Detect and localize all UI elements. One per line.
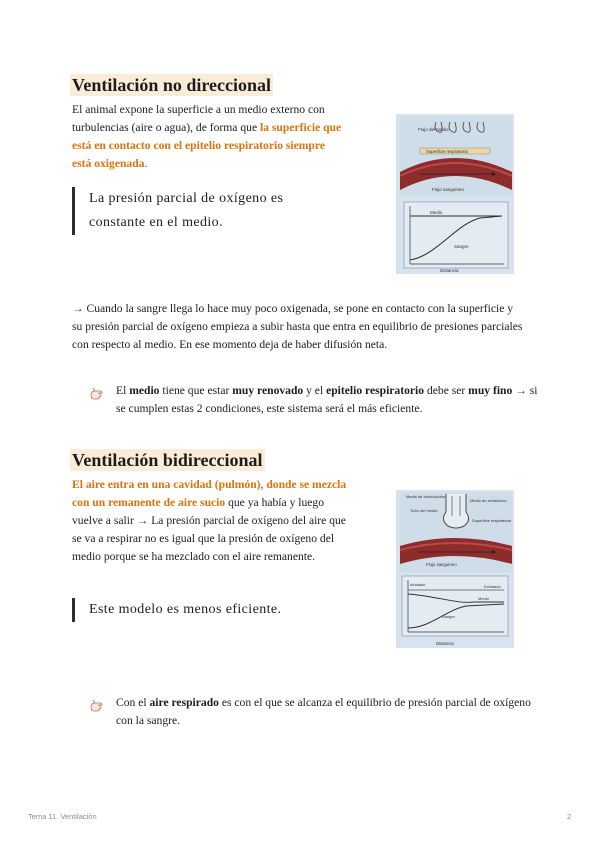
label-flujo-sanguineo: Flujo sanguíneo [426, 562, 457, 567]
label-inhalado: Inhalado [410, 582, 426, 587]
footer-title: Tema 11. Ventilación [28, 812, 97, 821]
quote-block-2: Este modelo es menos eficiente. [72, 598, 339, 622]
page-number: 2 [567, 812, 572, 821]
label-medio: Medio [430, 210, 443, 215]
label-exhalado: Exhalado [484, 584, 501, 589]
label-superficie: Superficie respiratoria [426, 149, 468, 154]
pointing-hand-icon [88, 385, 106, 403]
intro-paragraph: El animal expone la superficie a un medio externo con turbulencias (aire o agua), de forma que la superficie que está en contacto con el epitelio respiratorio siempre está oxigenada. [72, 103, 342, 170]
quote-block: La presión parcial de oxígeno es constante en el medio. [72, 187, 339, 235]
callout-box-2: Con el aire respirado es con el que se alcanza el equilibrio de presión parcial de oxígeno con la sangre. [88, 694, 548, 730]
label-sangre: Sangre [454, 244, 469, 249]
label-flujo-sangre: Flujo sanguíneo [432, 187, 465, 192]
figure-bidireccional [396, 490, 514, 648]
figure-no-direccional [396, 114, 514, 274]
section-heading-bidireccional: Ventilación bidireccional [72, 450, 263, 470]
callout-box: El medio tiene que estar muy renovado y el epitelio respiratorio debe ser muy fino → si se cumplen estas 2 condiciones, este sistema será el más eficiente. [88, 382, 548, 418]
label-tubo-medio: Tubo del medio [410, 508, 438, 513]
label-distancia-2: Distancia [436, 641, 454, 646]
label-medio-exhalacion: Medio de exhalación [470, 498, 507, 503]
label-superficie-2: Superficie respiratoria [472, 518, 511, 523]
label-flujo-medio: Flujo del medio [418, 127, 449, 132]
lung-cavity-icon [443, 494, 468, 528]
highlight-text: la superficie que está en contacto con el epitelio respiratorio siempre está oxigenada [72, 121, 342, 170]
label-medio-introduccion: Medio de introducción [406, 494, 446, 499]
highlight-text-2: El aire entra en una cavidad (pulmón), donde se mezcla con un remanente de aire sucio [72, 478, 347, 509]
label-medio-2: Medio [478, 596, 489, 601]
section-heading-no-direccional: Ventilación no direccional [72, 75, 272, 95]
pointing-hand-icon [88, 697, 106, 715]
label-distancia: Distancia [440, 268, 459, 273]
label-sangre-2: Sangre [442, 614, 455, 619]
explanation-paragraph: → Cuando la sangre llega lo hace muy poco oxigenada, se pone en contacto con la superficie y su presión parcial de oxígeno empieza a subir hasta que entra en equilibrio de presiones parciales con respecto al medio. En ese momento deja de haber difusión neta. [72, 302, 523, 351]
intro-paragraph-2: El aire entra en una cavidad (pulmón), donde se mezcla con un remanente de aire sucio que ya había y luego vuelve a salir → La presión parcial de oxígeno del aire que se va a respirar no es igual que la presión de oxígeno del medio porque se ha mezclado con el aire remanente. [72, 478, 347, 563]
